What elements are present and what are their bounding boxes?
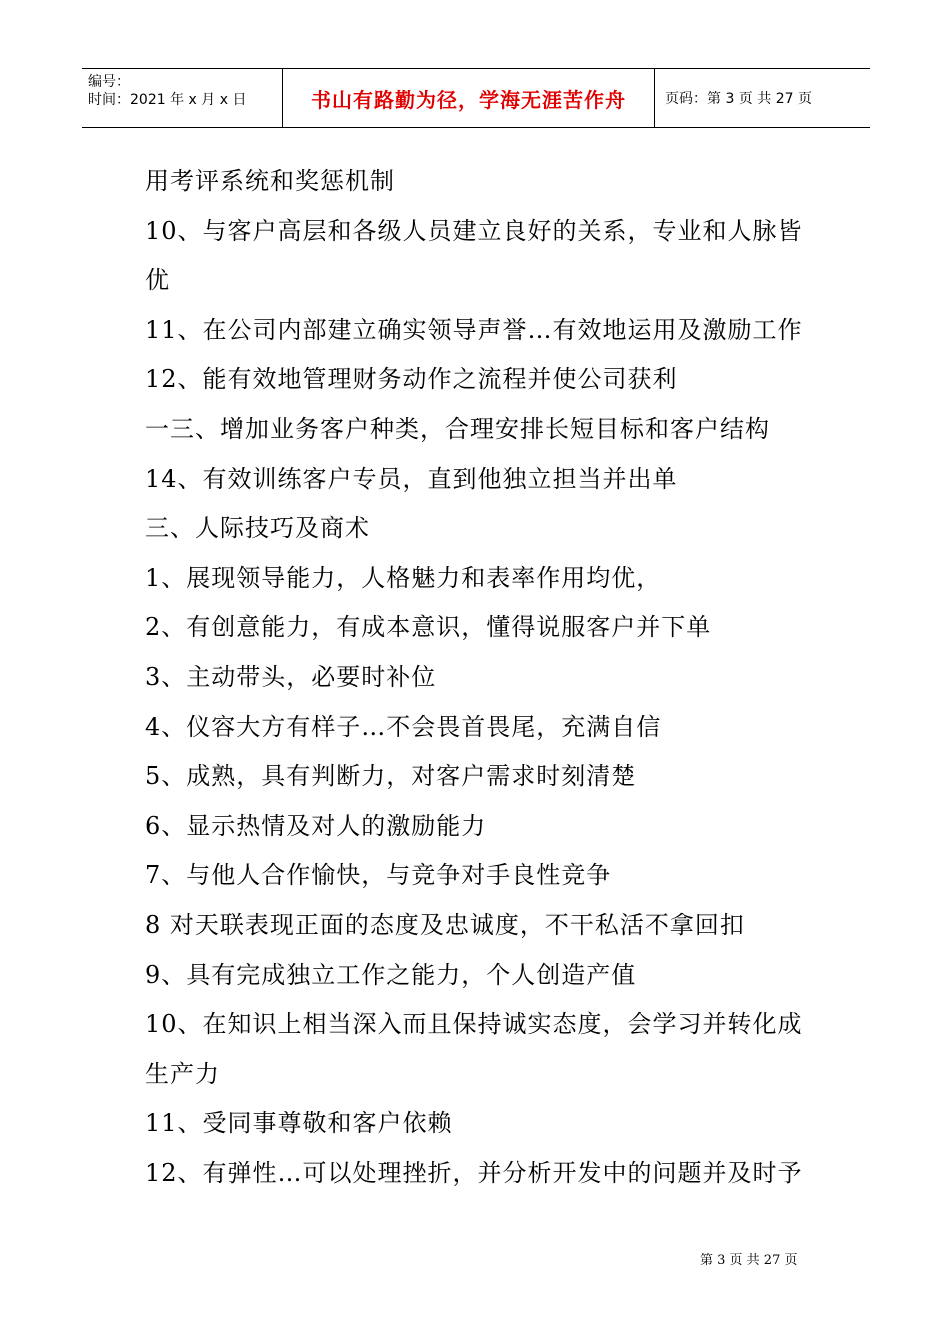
body-line: 1、展现领导能力，人格魅力和表率作用均优， [145, 563, 662, 592]
header-page-cell [655, 69, 870, 127]
body-line: 生产力 [145, 1059, 220, 1088]
body-line: 2、有创意能力，有成本意识，懂得说服客户并下单 [145, 613, 712, 642]
body-line: 6、显示热情及对人的激励能力 [145, 811, 487, 840]
body-line: 一三、增加业务客户种类，合理安排长短目标和客户结构 [145, 414, 770, 443]
document-number-label: 编号： [88, 74, 130, 90]
section-heading: 三、人际技巧及商术 [145, 514, 370, 543]
body-line: 7、与他人合作愉快，与竞争对手良性竞争 [145, 861, 612, 890]
body-line: 11、受同事尊敬和客户依赖 [145, 1109, 453, 1138]
body-line: 14、有效训练客户专员，直到他独立担当并出单 [145, 464, 678, 493]
header-meta-cell [82, 69, 282, 127]
header-page-info: 页码：第 3 页 共 27 页 [665, 91, 812, 107]
page-footer: 第 3 页 共 27 页 [700, 1253, 798, 1268]
body-line: 优 [145, 266, 170, 295]
header-motto-cell [282, 69, 655, 127]
body-line: 10、在知识上相当深入而且保持诚实态度，会学习并转化成 [145, 1010, 803, 1039]
body-line: 5、成熟，具有判断力，对客户需求时刻清楚 [145, 762, 637, 791]
body-line: 11、在公司内部建立确实领导声誉…有效地运用及激励工作 [145, 315, 803, 344]
header-motto: 书山有路勤为径，学海无涯苦作舟 [311, 87, 626, 112]
body-line: 12、有弹性…可以处理挫折，并分析开发中的问题并及时予 [145, 1158, 803, 1187]
body-line: 9、具有完成独立工作之能力，个人创造产值 [145, 960, 637, 989]
document-body [145, 157, 825, 1198]
page-header [82, 68, 870, 128]
body-line: 8 对天联表现正面的态度及忠诚度，不干私活不拿回扣 [145, 910, 745, 939]
document-time-label: 时间：2021 年 x 月 x 日 [88, 92, 247, 108]
body-line: 12、能有效地管理财务动作之流程并使公司获利 [145, 365, 678, 394]
body-line: 用考评系统和奖惩机制 [145, 167, 395, 195]
body-line: 4、仪容大方有样子…不会畏首畏尾，充满自信 [145, 712, 662, 741]
body-line: 3、主动带头，必要时补位 [145, 662, 437, 691]
body-line: 10、与客户高层和各级人员建立良好的关系，专业和人脉皆 [145, 216, 803, 245]
